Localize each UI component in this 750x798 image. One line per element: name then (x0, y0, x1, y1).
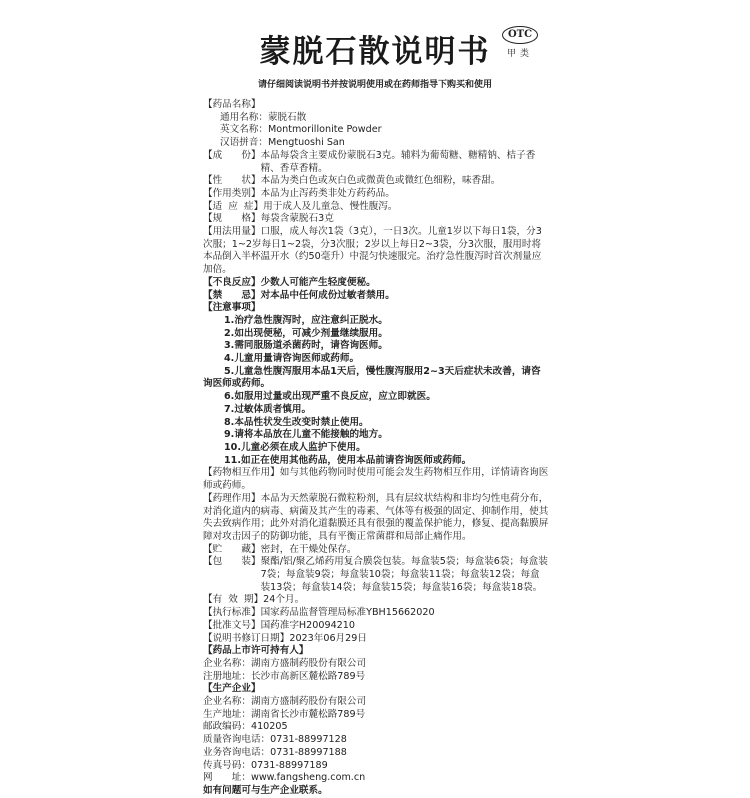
adverse-label: 【不良反应】 (203, 276, 261, 288)
revision-row (203, 633, 549, 646)
approval-label: 【批准文号】 (203, 619, 261, 631)
precautions-heading: 【注意事项】 (203, 302, 261, 314)
precaution-item: 1.治疗急性腹泻时，应注意纠正脱水。 (224, 314, 388, 326)
precaution-item: 11.如正在使用其他药品，使用本品前请咨询医师或药师。 (224, 454, 472, 466)
appearance-row (203, 175, 549, 188)
maker-address-label: 生产地址： (203, 708, 251, 720)
usage-label: 【用法用量】 (203, 226, 261, 238)
generic-name-value: 蒙脱石散 (267, 111, 307, 123)
website-row (203, 772, 549, 785)
fax-value: 0731-88997189 (250, 759, 328, 771)
english-name-row (203, 124, 549, 137)
specification-label: 【规 格】 (203, 213, 261, 225)
holder-name-label: 企业名称： (203, 657, 251, 669)
maker-address-value: 湖南省长沙市麓松路789号 (250, 708, 366, 720)
pharmacology-value: 本品为天然蒙脱石微粒粉剂，具有层纹状结构和非均匀性电荷分布，对消化道内的病毒、病菌及其产生的毒素、气体等有极强的固定、抑制作用，使其失去致病作用；此外对消化道黏膜还具有很强的覆盖保护能力，修复、提高黏膜屏障对攻击因子的防御功能，具有平衡正常菌群和局部止痛作用。 (203, 492, 549, 542)
validity-row (203, 594, 549, 607)
precaution-item: 4.儿童用量请咨询医师或药师。 (224, 353, 360, 365)
revision-value: 2023年06月29日 (289, 632, 367, 644)
precaution-item: 10.儿童必须在成人监护下使用。 (224, 441, 366, 453)
instruction-notice: 请仔细阅读说明书并按说明使用或在药师指导下购买和使用 (257, 80, 492, 90)
maker-address-row (203, 709, 549, 722)
leaflet-body (203, 99, 549, 798)
otc-badge: OTC (502, 26, 538, 44)
otc-mark (492, 22, 548, 59)
category-label: 【作用类别】 (203, 187, 261, 199)
holder-address-value: 长沙市高新区麓松路789号 (250, 670, 366, 682)
storage-label: 【贮 藏】 (203, 543, 261, 555)
interaction-value: 如与其他药物同时使用可能会发生药物相互作用，详情请咨询医师或药师。 (203, 467, 549, 492)
manufacturer-heading: 【生产企业】 (203, 683, 261, 695)
otc-class-label: 甲类 (506, 49, 533, 59)
postal-code-row (203, 721, 549, 734)
approval-row (203, 620, 549, 633)
interaction-label: 【药物相互作用】 (203, 467, 280, 479)
quality-phone-label: 质量咨询电话： (203, 734, 271, 746)
specification-value: 每袋含蒙脱石3克 (260, 213, 334, 225)
pinyin-row (203, 137, 549, 150)
ingredients-value: 本品每袋含主要成份蒙脱石3克。辅料为葡萄糖、糖精钠、桔子香精、香草香精。 (260, 149, 536, 174)
standard-row (203, 607, 549, 620)
quality-phone-row (203, 734, 549, 747)
maker-name-label: 企业名称： (203, 696, 251, 708)
contraindication-value: 对本品中任何成份过敏者禁用。 (260, 289, 395, 301)
business-phone-label: 业务咨询电话： (203, 746, 271, 758)
generic-name-row (203, 112, 549, 125)
maker-name-row (203, 696, 549, 709)
ingredients-label: 【成 份】 (203, 149, 261, 161)
pharmacology-paragraph (203, 493, 549, 544)
maker-name-value: 湖南方盛制药股份有限公司 (250, 696, 367, 708)
precaution-item: 7.过敏体质者慎用。 (224, 403, 312, 415)
business-phone-value: 0731-88997188 (270, 746, 347, 758)
storage-row (203, 544, 549, 557)
website-label: 网 址： (203, 772, 251, 784)
drug-name-heading: 【药品名称】 (203, 99, 261, 110)
pharmacology-label: 【药理作用】 (203, 492, 261, 504)
postal-code-value: 410205 (250, 721, 288, 733)
precaution-item: 8.本品性状发生改变时禁止使用。 (224, 416, 369, 428)
usage-value: 口服，成人每次1袋（3克），一日3次。儿童1岁以下每日1袋，分3次服；1~2岁每日1~2袋，分3次服；2岁以上每日2~3袋，分3次服，服用时将本品倒入半杯温开水（约50毫升）中混匀快速服完。治疗急性腹泻时首次剂量应加倍。 (203, 226, 542, 276)
document-title: 蒙脱石散说明书 (259, 34, 491, 70)
standard-label: 【执行标准】 (203, 607, 261, 619)
english-name-value: Montmorillonite Powder (267, 124, 382, 136)
precaution-item: 3.需同服肠道杀菌药时，请咨询医师。 (224, 340, 388, 352)
validity-label: 【有 效 期】 (203, 594, 264, 606)
pinyin-value: Mengtuoshi San (267, 137, 345, 149)
quality-phone-value: 0731-88997128 (270, 734, 347, 746)
precaution-item: 5.儿童急性腹泻服用本品1天后，慢性腹泻服用2~3天后症状未改善，请咨询医师或药师。 (203, 365, 541, 390)
storage-value: 密封，在干燥处保存。 (260, 543, 357, 555)
contraindication-paragraph (203, 290, 549, 303)
package-row (203, 556, 549, 594)
indication-label: 【适 应 症】 (203, 200, 264, 212)
package-label: 【包 装】 (203, 556, 261, 568)
holder-address-label: 注册地址： (203, 670, 251, 682)
revision-label: 【说明书修订日期】 (203, 632, 290, 644)
contraindication-label: 【禁 忌】 (203, 289, 261, 301)
package-value: 聚酯/铝/聚乙烯药用复合膜袋包装。每盒装5袋；每盒装6袋；每盒装7袋；每盒装9袋；每盒装10袋；每盒装11袋；每盒装12袋；每盒装13袋；每盒装14袋；每盒装15袋；每盒装16袋；每盒装18袋。 (260, 556, 548, 593)
generic-name-label: 通用名称： (220, 111, 268, 123)
postal-code-label: 邮政编码： (203, 721, 251, 733)
license-holder-heading: 【药品上市许可持有人】 (203, 645, 309, 657)
standard-value: 国家药品监督管理局标准YBH15662020 (260, 607, 435, 619)
interaction-paragraph (203, 467, 549, 492)
holder-address-row (203, 671, 549, 684)
indication-value: 用于成人及儿童急、慢性腹泻。 (263, 200, 398, 212)
category-row (203, 188, 549, 201)
contact-footer: 如有问题可与生产企业联系。 (203, 784, 328, 796)
precaution-item: 9.请将本品放在儿童不能接触的地方。 (224, 429, 388, 441)
approval-value: 国药准字H20094210 (260, 619, 355, 631)
adverse-value: 少数人可能产生轻度便秘。 (260, 276, 376, 288)
business-phone-row (203, 747, 549, 760)
adverse-paragraph (203, 277, 549, 290)
english-name-label: 英文名称： (220, 124, 268, 136)
precaution-item: 6.如服用过量或出现严重不良反应，应立即就医。 (224, 391, 436, 403)
pinyin-label: 汉语拼音： (220, 137, 268, 149)
holder-name-value: 湖南方盛制药股份有限公司 (250, 657, 367, 669)
ingredients-row (203, 150, 549, 175)
fax-row (203, 760, 549, 773)
category-value: 本品为止泻药类非处方药药品。 (260, 187, 395, 199)
specification-row (203, 213, 549, 226)
holder-name-row (203, 658, 549, 671)
usage-paragraph (203, 226, 549, 277)
appearance-value: 本品为类白色或灰白色或微黄色或微红色细粉，味香甜。 (260, 175, 501, 187)
indication-row (203, 201, 549, 214)
appearance-label: 【性 状】 (203, 175, 261, 187)
website-value: www.fangsheng.com.cn (250, 772, 366, 784)
precaution-item: 2.如出现便秘，可减少剂量继续服用。 (224, 327, 388, 339)
fax-label: 传真号码： (203, 759, 251, 771)
validity-value: 24个月。 (263, 594, 305, 606)
